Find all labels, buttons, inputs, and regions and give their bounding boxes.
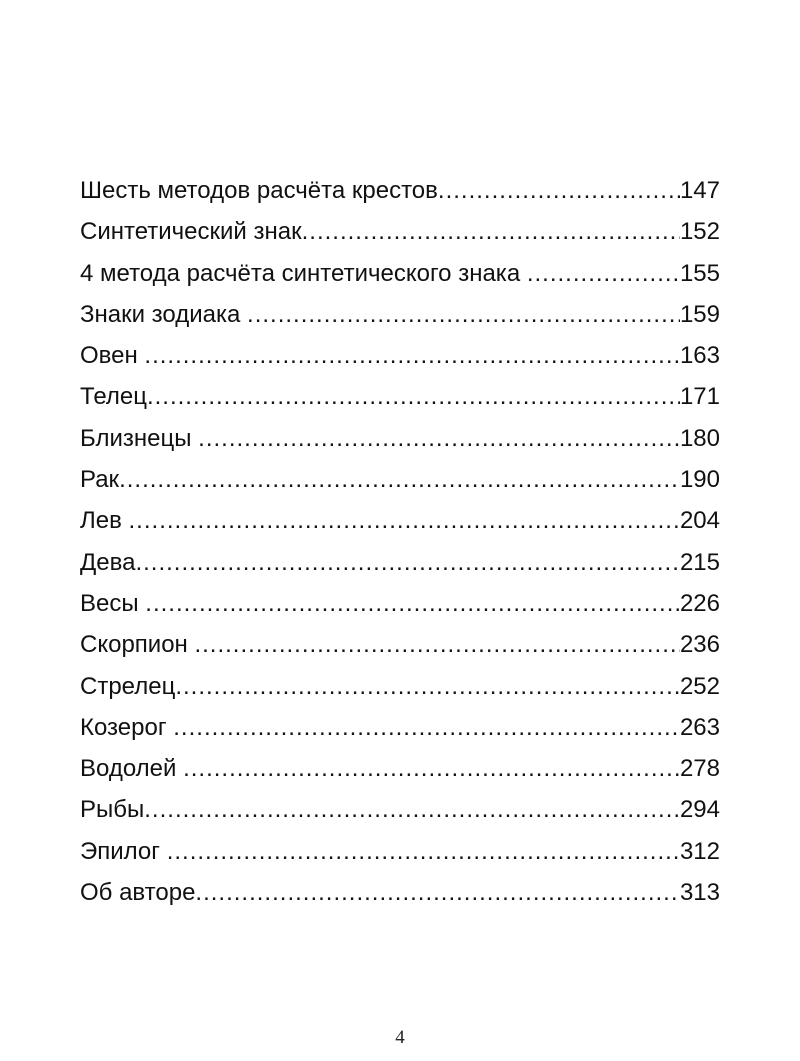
toc-entry-page: 226 — [679, 589, 720, 617]
toc-entry-title: Козерог — [80, 713, 174, 741]
dot-leader — [302, 211, 680, 252]
toc-entry-page: 204 — [679, 507, 720, 535]
toc-entry-title: Шесть методов расчёта крестов — [80, 177, 438, 204]
toc-entry-page: 313 — [679, 879, 720, 907]
toc-entry-title: Синтетический знак — [80, 218, 302, 246]
toc-entry — [80, 459, 720, 500]
dot-leader — [145, 583, 680, 624]
toc-entry-title: Овен — [80, 342, 145, 370]
dot-leader — [119, 459, 680, 500]
dot-leader — [129, 500, 680, 541]
toc-entry — [80, 418, 720, 459]
toc-entry — [80, 500, 720, 541]
toc-entry — [80, 831, 720, 872]
toc-entry-page: 180 — [679, 424, 720, 452]
toc-entry-page: 294 — [679, 796, 720, 824]
toc-entry-title: Рак — [80, 466, 120, 494]
toc-entry — [80, 211, 720, 252]
toc-entry — [80, 872, 720, 913]
dot-leader — [247, 294, 680, 335]
toc-entry-page: 159 — [679, 300, 720, 328]
toc-entry-title: Эпилог — [80, 837, 167, 865]
toc-entry — [80, 789, 720, 830]
toc-entry — [80, 707, 720, 748]
dot-leader — [144, 789, 680, 830]
toc-entry-title: Телец — [80, 383, 147, 411]
dot-leader — [175, 666, 680, 707]
dot-leader — [195, 872, 680, 913]
toc-entry-page: 171 — [679, 383, 720, 411]
dot-leader — [173, 707, 680, 748]
page-number: 4 — [395, 1027, 405, 1048]
toc-entry — [80, 376, 720, 417]
toc-entry-title: Водолей — [80, 755, 184, 783]
toc-entry — [80, 583, 720, 624]
toc-entry-page: 152 — [679, 218, 720, 246]
toc-entry-page: 155 — [679, 259, 720, 287]
dot-leader — [527, 253, 680, 294]
toc-entry-title: Дева — [80, 548, 136, 576]
toc-entry-title: Стрелец — [80, 672, 176, 700]
toc-entry-title: 4 метода расчёта синтетического знака — [80, 259, 527, 287]
toc-entry — [80, 748, 720, 789]
toc-entry — [80, 253, 720, 294]
dot-leader — [194, 624, 679, 665]
dot-leader — [198, 418, 680, 459]
dot-leader — [135, 542, 680, 583]
toc-entry-title: Близнецы — [80, 424, 199, 452]
toc-entry — [80, 666, 720, 707]
toc-entry-title: Об авторе — [80, 879, 196, 907]
toc-entry-title: Рыбы — [80, 796, 145, 824]
dot-leader — [147, 376, 680, 417]
toc-entry-page: 215 — [679, 548, 720, 576]
toc-entry — [80, 624, 720, 665]
toc-entry-page: 190 — [679, 466, 720, 494]
toc-entry — [80, 335, 720, 376]
toc-entry-page: 312 — [679, 837, 720, 865]
table-of-contents — [80, 170, 720, 913]
dot-leader — [438, 170, 680, 211]
toc-entry-title: Скорпион — [80, 631, 195, 659]
toc-entry-page: 147 — [679, 177, 720, 204]
toc-entry-title: Лев — [80, 507, 129, 535]
toc-entry-page: 236 — [679, 631, 720, 659]
toc-entry — [80, 170, 720, 211]
toc-entry-page: 278 — [679, 755, 720, 783]
toc-entry — [80, 294, 720, 335]
dot-leader — [183, 748, 680, 789]
toc-entry-page: 263 — [679, 713, 720, 741]
toc-entry-page: 163 — [679, 342, 720, 370]
toc-entry-title: Знаки зодиака — [80, 300, 248, 328]
toc-entry-page: 252 — [679, 672, 720, 700]
toc-entry — [80, 542, 720, 583]
dot-leader — [167, 831, 680, 872]
toc-entry-title: Весы — [80, 589, 146, 617]
dot-leader — [144, 335, 680, 376]
